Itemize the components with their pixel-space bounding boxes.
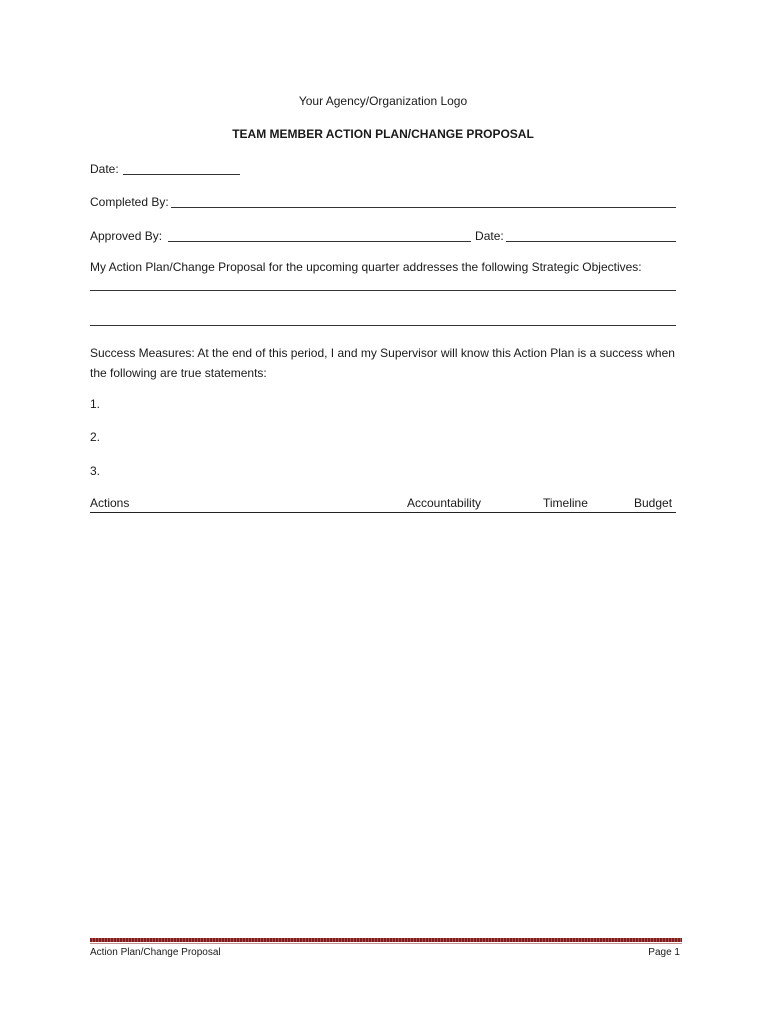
numbered-item-1: 1. <box>90 397 101 411</box>
objectives-line-1[interactable] <box>90 290 676 291</box>
footer-document-title: Action Plan/Change Proposal <box>90 947 221 958</box>
date-row <box>90 160 676 176</box>
approved-by-field[interactable] <box>168 229 471 242</box>
completed-by-label: Completed By: <box>90 195 169 209</box>
objectives-text: My Action Plan/Change Proposal for the upcoming quarter addresses the following Strategic Objectives: <box>90 260 642 274</box>
objectives-line-2[interactable] <box>90 325 676 326</box>
page-title: TEAM MEMBER ACTION PLAN/CHANGE PROPOSAL <box>232 127 534 141</box>
footer-divider-thin <box>90 943 682 944</box>
footer-divider <box>90 938 682 942</box>
approved-date-field[interactable] <box>506 229 676 242</box>
completed-by-field[interactable] <box>171 195 676 208</box>
approved-by-row <box>90 227 676 243</box>
column-header-accountability: Accountability <box>407 496 482 510</box>
success-measures-text: Success Measures: At the end of this period, I and my Supervisor will know this Action Plan is a success when the following are true statements: <box>90 346 675 380</box>
column-header-actions: Actions <box>90 496 130 510</box>
approved-date-label: Date: <box>475 229 504 243</box>
date-field[interactable] <box>123 162 240 175</box>
footer-page-number: Page 1 <box>648 947 680 958</box>
column-header-budget: Budget <box>634 496 673 510</box>
action-table-header <box>90 496 676 513</box>
column-header-timeline: Timeline <box>543 496 588 510</box>
approved-by-label: Approved By: <box>90 229 163 243</box>
logo-placeholder: Your Agency/Organization Logo <box>298 94 468 108</box>
date-label: Date: <box>90 162 119 176</box>
objectives-row <box>90 260 676 274</box>
numbered-item-3: 3. <box>90 464 101 478</box>
numbered-item-2: 2. <box>90 430 101 444</box>
completed-by-row <box>90 193 676 209</box>
